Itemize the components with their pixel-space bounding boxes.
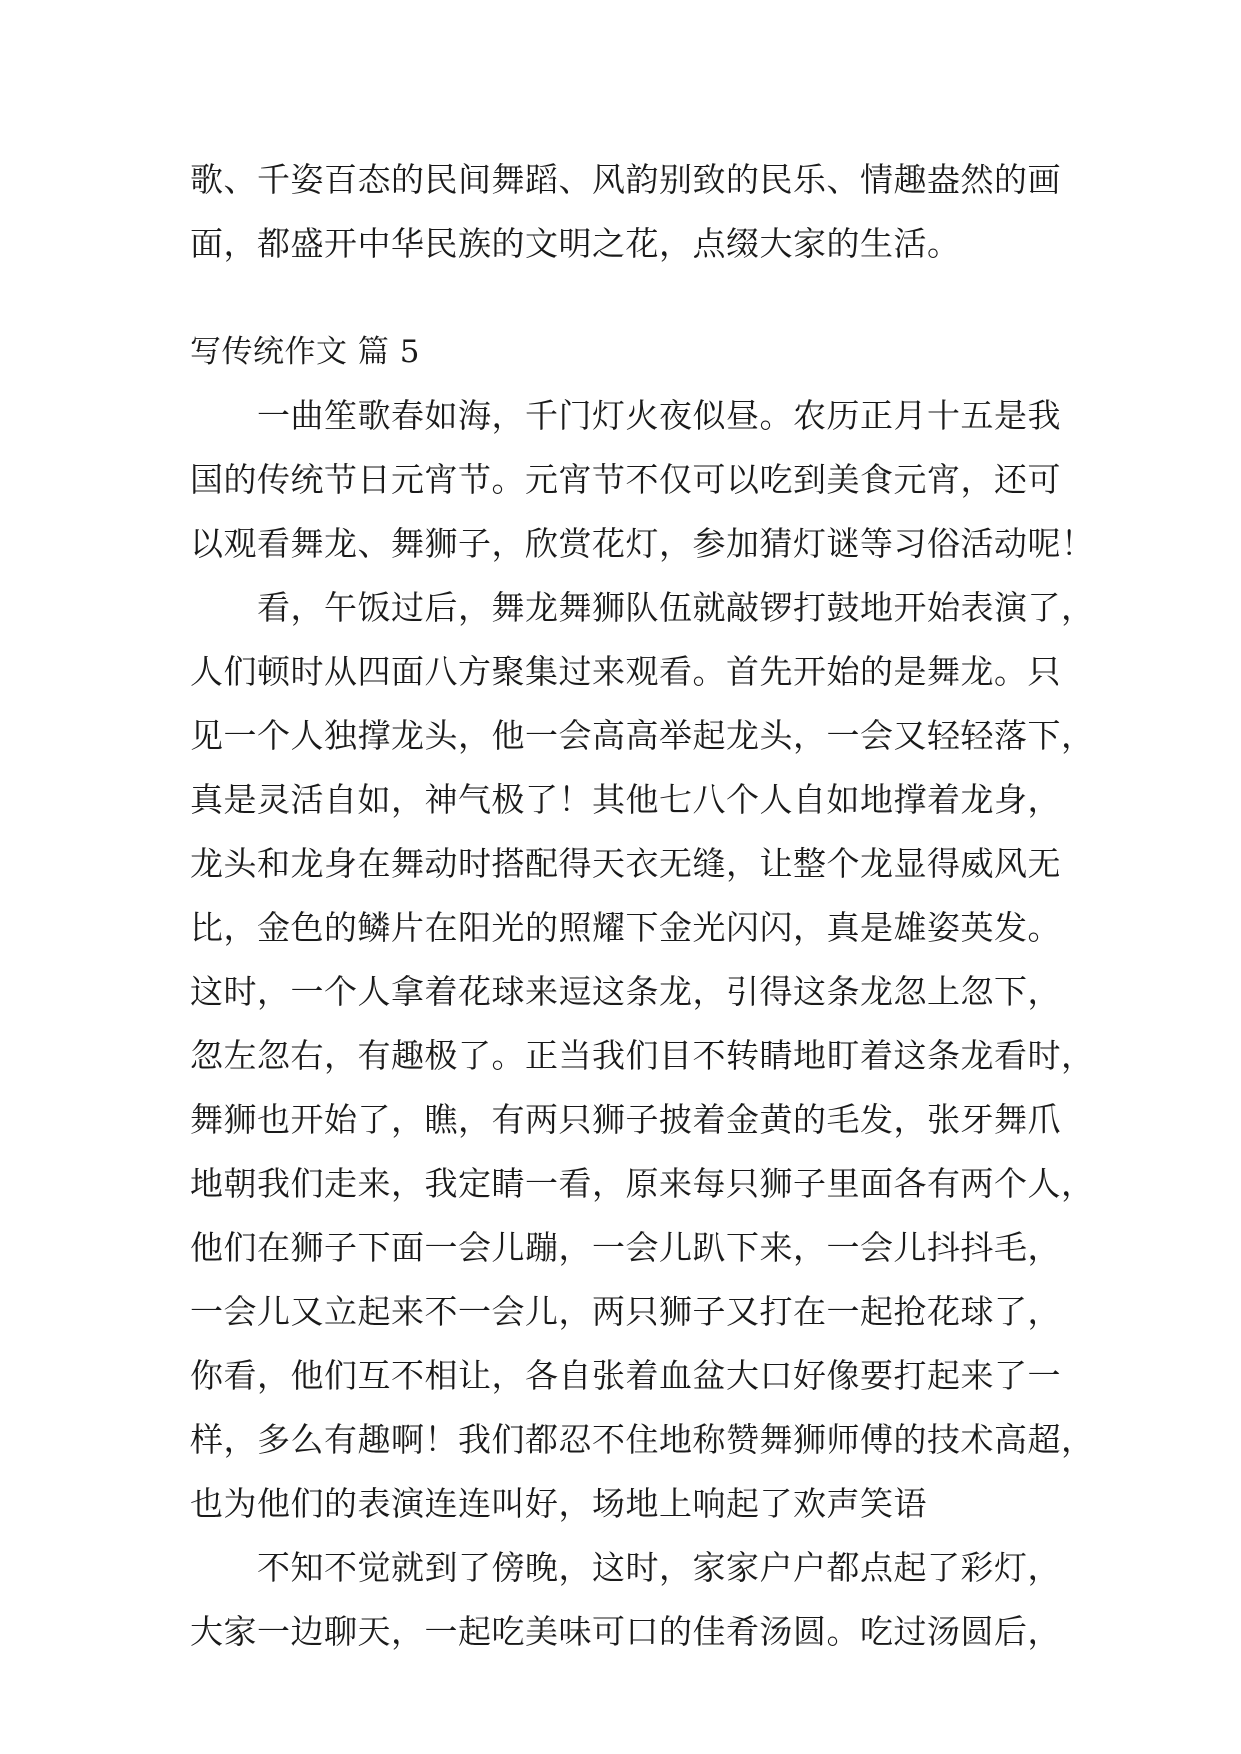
text-line: 也为他们的表演连连叫好，场地上响起了欢声笑语 [190,1484,927,1523]
text-line: 你看，他们互不相让，各自张着血盆大口好像要打起来了一 [190,1356,1061,1395]
text-line: 真是灵活自如，神气极了！其他七八个人自如地撑着龙身， [190,780,1061,819]
text-line: 国的传统节日元宵节。元宵节不仅可以吃到美食元宵，还可 [190,460,1061,499]
text-line: 看，午饭过后，舞龙舞狮队伍就敲锣打鼓地开始表演了， [190,588,1095,627]
text-line: 忽左忽右，有趣极了。正当我们目不转睛地盯着这条龙看时， [190,1036,1095,1075]
text-line: 大家一边聊天，一起吃美味可口的佳肴汤圆。吃过汤圆后， [190,1612,1061,1651]
text-line: 一曲笙歌春如海，千门灯火夜似昼。农历正月十五是我 [190,396,1061,435]
text-line: 一会儿又立起来不一会儿，两只狮子又打在一起抢花球了， [190,1292,1061,1331]
text-line: 以观看舞龙、舞狮子，欣赏花灯，参加猜灯谜等习俗活动呢！ [190,524,1095,563]
text-line: 这时，一个人拿着花球来逗这条龙，引得这条龙忽上忽下， [190,972,1061,1011]
text-line: 不知不觉就到了傍晚，这时，家家户户都点起了彩灯， [190,1548,1061,1587]
text-line: 地朝我们走来，我定睛一看，原来每只狮子里面各有两个人， [190,1164,1095,1203]
text-line: 面，都盛开中华民族的文明之花，点缀大家的生活。 [190,224,961,263]
text-line: 人们顿时从四面八方聚集过来观看。首先开始的是舞龙。只 [190,652,1061,691]
section-title: 写传统作文 篇 5 [190,334,420,370]
text-line: 舞狮也开始了，瞧，有两只狮子披着金黄的毛发，张牙舞爪 [190,1100,1061,1139]
essay-body [190,384,1095,1664]
text-line: 比，金色的鳞片在阳光的照耀下金光闪闪，真是雄姿英发。 [190,908,1061,947]
document-page [190,148,1095,1664]
paragraph-gap [190,276,1070,320]
text-line: 样，多么有趣啊！我们都忍不住地称赞舞狮师傅的技术高超， [190,1420,1095,1459]
text-line: 他们在狮子下面一会儿蹦，一会儿趴下来，一会儿抖抖毛， [190,1228,1061,1267]
text-line: 龙头和龙身在舞动时搭配得天衣无缝，让整个龙显得威风无 [190,844,1061,883]
text-line: 歌、千姿百态的民间舞蹈、风韵别致的民乐、情趣盎然的画 [190,160,1061,199]
previous-paragraph-end [190,148,1070,276]
text-line: 见一个人独撑龙头，他一会高高举起龙头，一会又轻轻落下， [190,716,1095,755]
